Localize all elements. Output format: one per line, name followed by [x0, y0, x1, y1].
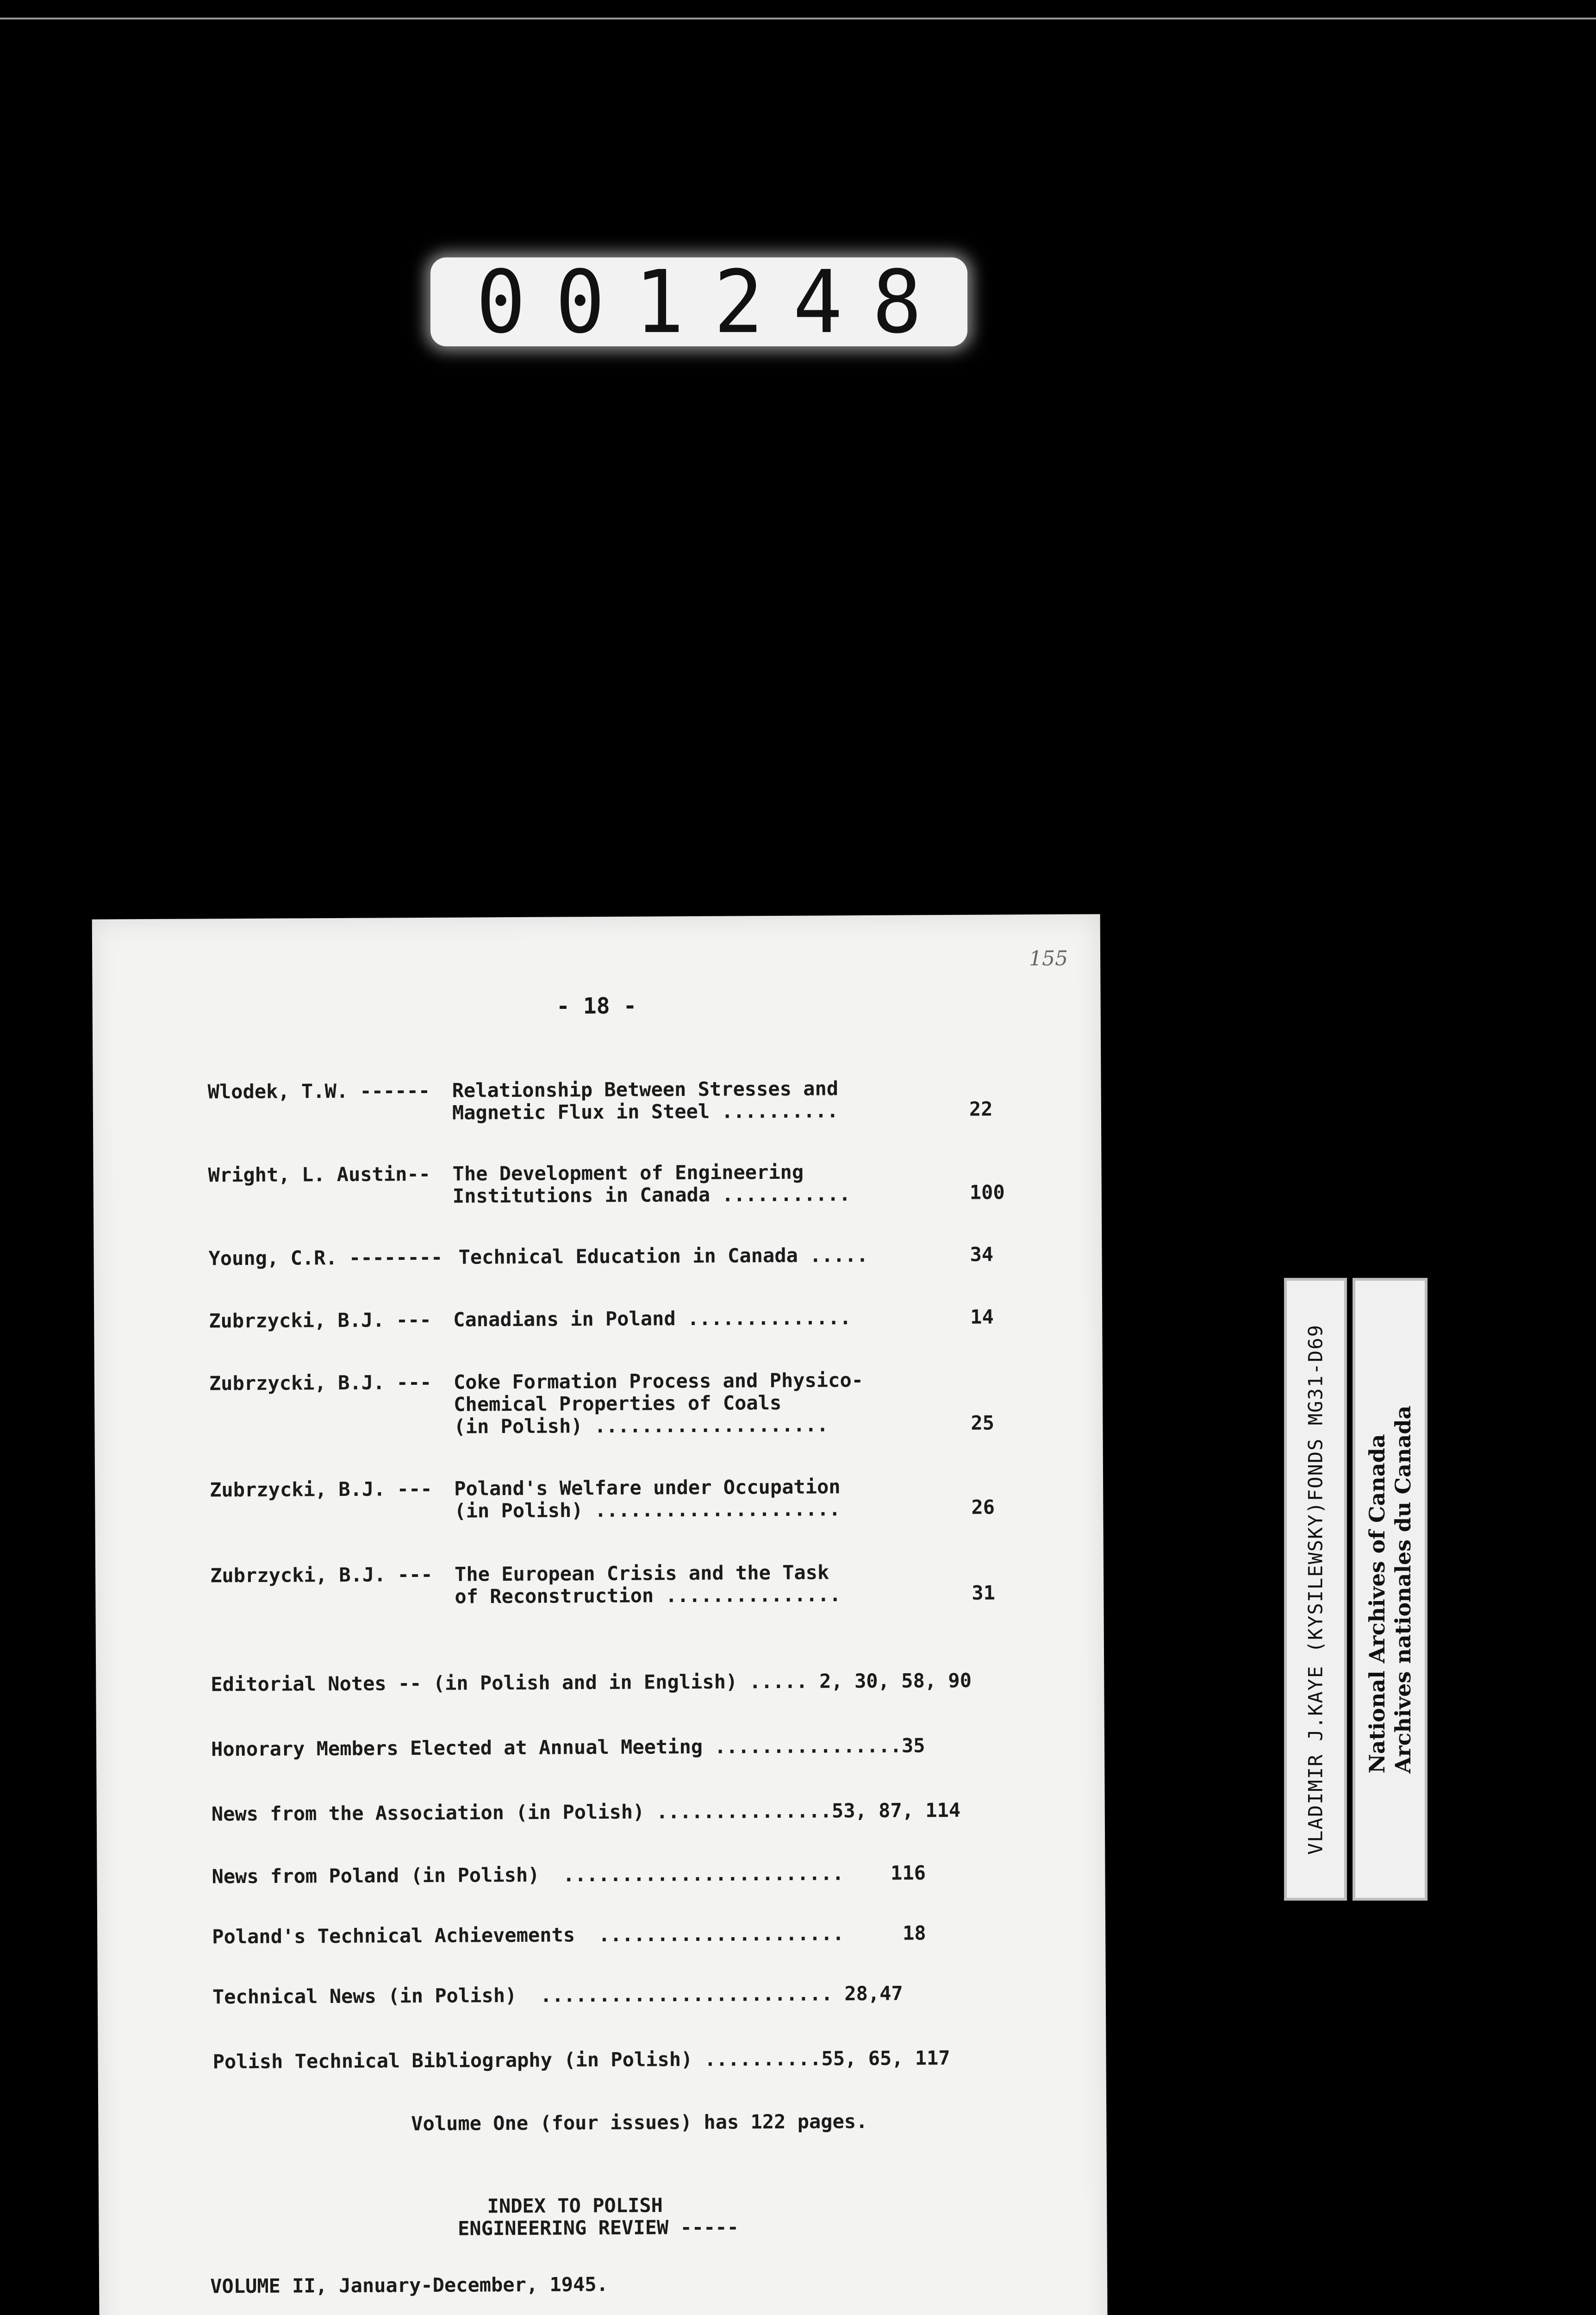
index-entry [208, 1159, 1088, 1238]
topic-line: News from the Association (in Polish) ...............53, 87, 114 [211, 1798, 961, 1826]
institution-label-text [1364, 1405, 1416, 1773]
entry-title: The Development of Engineering Institutions in Canada ........... [452, 1160, 851, 1208]
entry-title: Poland's Welfare under Occupation (in Polish) ..................... [454, 1475, 841, 1522]
volume-one-note: Volume One (four issues) has 122 pages. [411, 2109, 868, 2135]
entry-pages: 100 [969, 1181, 1005, 1204]
entry-pages: 34 [970, 1243, 994, 1266]
entry-author: Wlodek, T.W. ------ [207, 1079, 430, 1103]
frame-counter [430, 251, 967, 352]
entry-author: Zubrzycki, B.J. --- [209, 1308, 431, 1333]
entry-author: Zubrzycki, B.J. --- [210, 1477, 432, 1502]
institution-name-en: National Archives of Canada [1365, 1433, 1390, 1773]
document-page [92, 914, 1109, 2315]
frame-counter-number: 001248 [476, 251, 952, 352]
volume-two-heading: VOLUME II, January-December, 1945. [210, 2272, 609, 2298]
entry-pages: 31 [972, 1581, 996, 1604]
index-entry [208, 1076, 1088, 1155]
fonds-label-text: VLADIMIR J.KAYE (KYSILEWSKY)FONDS MG31-D69 [1304, 1324, 1327, 1855]
entry-author: Wright, L. Austin-- [208, 1162, 431, 1187]
entry-title: Technical Education in Canada ..... [458, 1243, 868, 1269]
entry-title: The European Crisis and the Task of Reconstruction ............... [454, 1561, 841, 1608]
index-entry [209, 1368, 1089, 1446]
topic-line: Poland's Technical Achievements ..................... 18 [212, 1921, 926, 1948]
topic-line: Editorial Notes -- (in Polish and in English) ..... 2, 30, 58, 90 [211, 1669, 972, 1696]
entry-author: Zubrzycki, B.J. --- [209, 1370, 432, 1395]
topic-line: Polish Technical Bibliography (in Polish) ..........55, 65, 117 [212, 2046, 950, 2073]
entry-author: Zubrzycki, B.J. --- [210, 1563, 433, 1587]
index-heading-line1: INDEX TO POLISH [487, 2194, 663, 2218]
pencil-note: 155 [1029, 946, 1068, 971]
entry-pages: 22 [969, 1097, 993, 1120]
index-heading-line2: ENGINEERING REVIEW ----- [457, 2215, 739, 2240]
entry-title: Relationship Between Stresses and Magnetic Flux in Steel .......... [452, 1077, 839, 1124]
index-entry [210, 1474, 1090, 1553]
entry-pages: 25 [971, 1411, 995, 1434]
page-number: - 18 - [556, 993, 637, 1020]
entry-pages: 14 [970, 1305, 994, 1328]
entry-pages: 26 [971, 1495, 995, 1519]
institution-name-fr: Archives nationales du Canada [1390, 1405, 1415, 1773]
institution-label [1353, 1278, 1428, 1901]
fonds-label [1284, 1278, 1347, 1901]
index-entries [92, 914, 1109, 2315]
entry-title: Canadians in Poland .............. [453, 1306, 852, 1331]
topic-line: News from Poland (in Polish) ........................ 116 [212, 1861, 926, 1888]
entry-title: Coke Formation Process and Physico- Chemical Properties of Coals (in Polish) .................... [453, 1369, 864, 1438]
entry-author: Young, C.R. -------- [208, 1245, 443, 1270]
index-entry [210, 1560, 1090, 1639]
film-edge-line [0, 18, 1596, 19]
topic-line: Honorary Members Elected at Annual Meeting ................35 [211, 1734, 925, 1761]
topic-line: Technical News (in Polish) ......................... 28,47 [212, 1982, 903, 2008]
